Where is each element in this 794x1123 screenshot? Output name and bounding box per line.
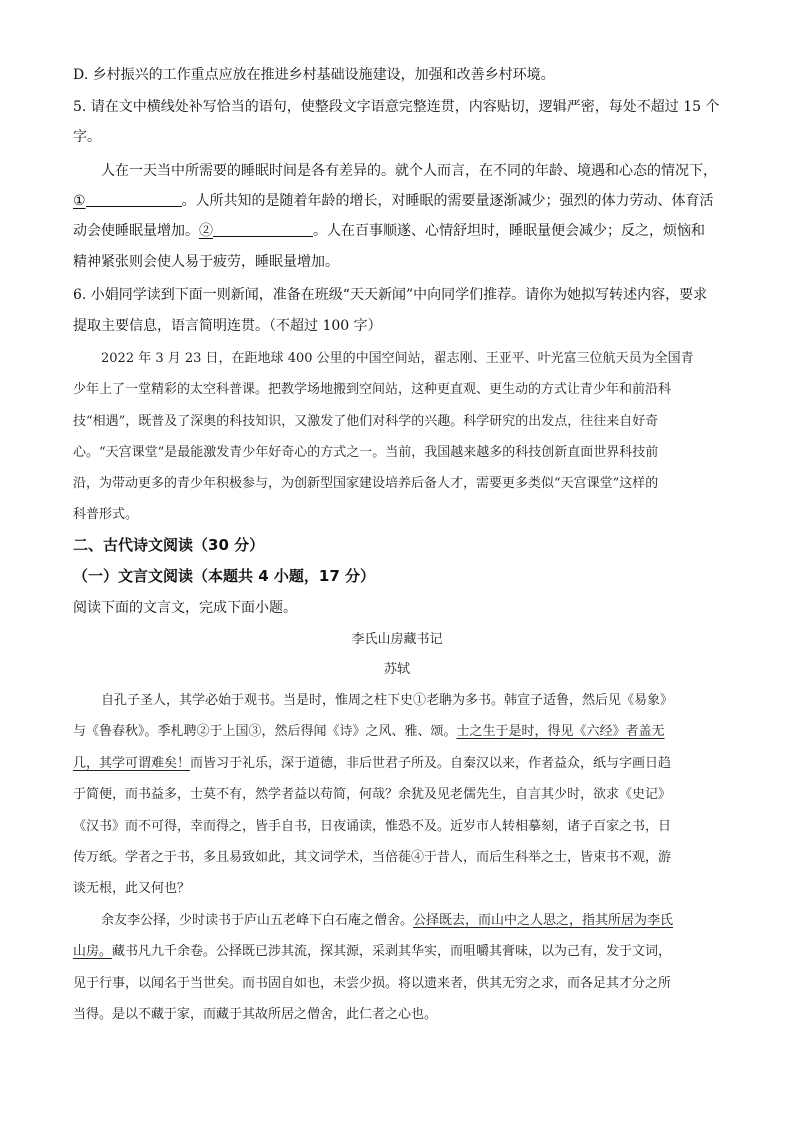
q5-passage-line3-text-b: 。人在百事顺遂、心情舒坦时，睡眠量便会减少；反之，烦恼和 [313,223,705,239]
q5-passage-line4: 精神紧张则会使人易于疲劳，睡眠量增加。 [73,254,339,270]
q5-passage-line3 [73,222,723,240]
news-line4: 心。“天宫课堂”是最能激发青少年好奇心的方式之一。当前，我国越来越多的科技创新直面世界科技前 [73,445,659,460]
section-heading-2: 二、古代诗文阅读（30 分） [73,536,265,554]
underlined-sentence-2b: 山房。 [73,944,113,959]
underlined-sentence-2a: 公择既去，而山中之人思之，指其所居为李氏 [413,913,674,928]
q5-passage-line1: 人在一天当中所需要的睡眠时间是各有差异的。就个人而言，在不同的年龄、境遇和心态的情况下， [101,163,717,179]
news-line2: 少年上了一堂精彩的太空科普课。把教学场地搬到空间站，这种更直观、更生动的方式让青少年和前沿科 [73,382,672,397]
classical-p1-line5: 《汉书》而不可得，幸而得之，皆手自书，日夜诵读，惟恐不及。近岁市人转相摹刻，诸子百家之书，日 [73,819,672,834]
news-line6: 科普形式。 [73,507,139,522]
subsection-heading: （一）文言文阅读（本题共 4 小题，17 分） [73,567,375,585]
q6-stem-line2: 提取主要信息，语言简明连贯。（不超过 100 字） [73,318,382,334]
classical-p1-line2 [73,723,723,741]
underlined-sentence-1b: 几，其学可谓难矣！ [73,756,191,771]
classical-p2-line2-text: 藏书凡九千余卷。公择既已涉其流，探其源，采剥其华实，而咀嚼其膏味，以为己有，发于文词， [112,944,672,959]
classical-p1-line3 [73,755,723,773]
q5-stem-line1: 5. 请在文中横线处补写恰当的语句，使整段文字语意完整连贯，内容贴切，逻辑严密，每处不超过 15 个 [73,99,720,115]
passage-title: 李氏山房藏书记 [351,632,443,647]
news-line3: 技“相遇”，既普及了深奥的科技知识，又激发了他们对科学的兴趣。科学研究的出发点，往往来自好奇 [73,414,659,429]
classical-p1-line4: 于简便，而书益多，士莫不有，然学者益以苟简，何哉？余犹及见老儒先生，自言其少时，欲求《史记》 [73,787,672,802]
classical-p2-line2 [73,943,723,961]
news-line5: 沿，为带动更多的青少年积极参与，为创新型国家建设培养后备人才，需要更多类似“天宫课堂”这样的 [73,476,659,491]
q5-passage-line2 [73,192,723,210]
classical-p2-line1 [101,912,751,930]
q5-passage-line2-text: 。人所共知的是随着年龄的增长，对睡眠的需要量逐渐减少；强烈的体力劳动、体育活 [181,193,714,209]
blank-2-marker: ② [199,223,213,239]
reading-instruction: 阅读下面的文言文，完成下面小题。 [73,600,297,616]
classical-p2-line4: 当得。是以不藏于家，而藏于其故所居之僧舍，此仁者之心也。 [73,1007,438,1022]
classical-p1-line6: 传万纸。学者之于书，多且易致如此，其文词学术，当倍蓰④于昔人，而后生科举之士，皆束书不观，游 [73,850,672,865]
classical-p1-line2-text: 与《鲁春秋》。季札聘②于上国③，然后得闻《诗》之风、雅、颂。 [73,724,457,739]
classical-p1-line3-text: 而皆习于礼乐，深于道德，非后世君子所及。自秦汉以来，作者益众，纸与字画日趋 [190,756,672,771]
classical-p1-line7: 谈无根，此又何也？ [73,881,191,896]
passage-author: 苏轼 [383,662,410,677]
classical-p1-line1: 自孔子圣人，其学必始于观书。当是时，惟周之柱下史①老聃为多书。韩宣子适鲁，然后见《易象》 [101,693,674,708]
classical-p2-line3: 见于行事，以闻名于当世矣。而书固自如也，未尝少损。将以遗来者，供其无穷之求，而各足其才分之所 [73,976,672,991]
option-d: D. 乡村振兴的工作重点应放在推进乡村基础设施建设，加强和改善乡村环境。 [73,67,555,83]
news-line1: 2022 年 3 月 23 日，在距地球 400 公里的中国空间站，翟志刚、王亚平、叶光富三位航天员为全国青 [101,351,694,366]
blank-2[interactable] [213,222,313,237]
blank-1[interactable] [86,192,182,207]
classical-p2-line1-text: 余友李公择，少时读书于庐山五老峰下白石庵之僧舍。 [101,913,414,928]
underlined-sentence-1a: 士之生于是时，得见《六经》者盖无 [456,724,665,739]
blank-1-marker: ① [73,193,86,209]
q5-passage-line3-text-a: 动会使睡眠量增加。 [73,223,199,239]
q6-stem-line1: 6. 小娟同学读到下面一则新闻，准备在班级“天天新闻”中向同学们推荐。请你为她拟写转述内容，要求 [73,287,708,303]
q5-stem-line2: 字。 [73,129,101,145]
